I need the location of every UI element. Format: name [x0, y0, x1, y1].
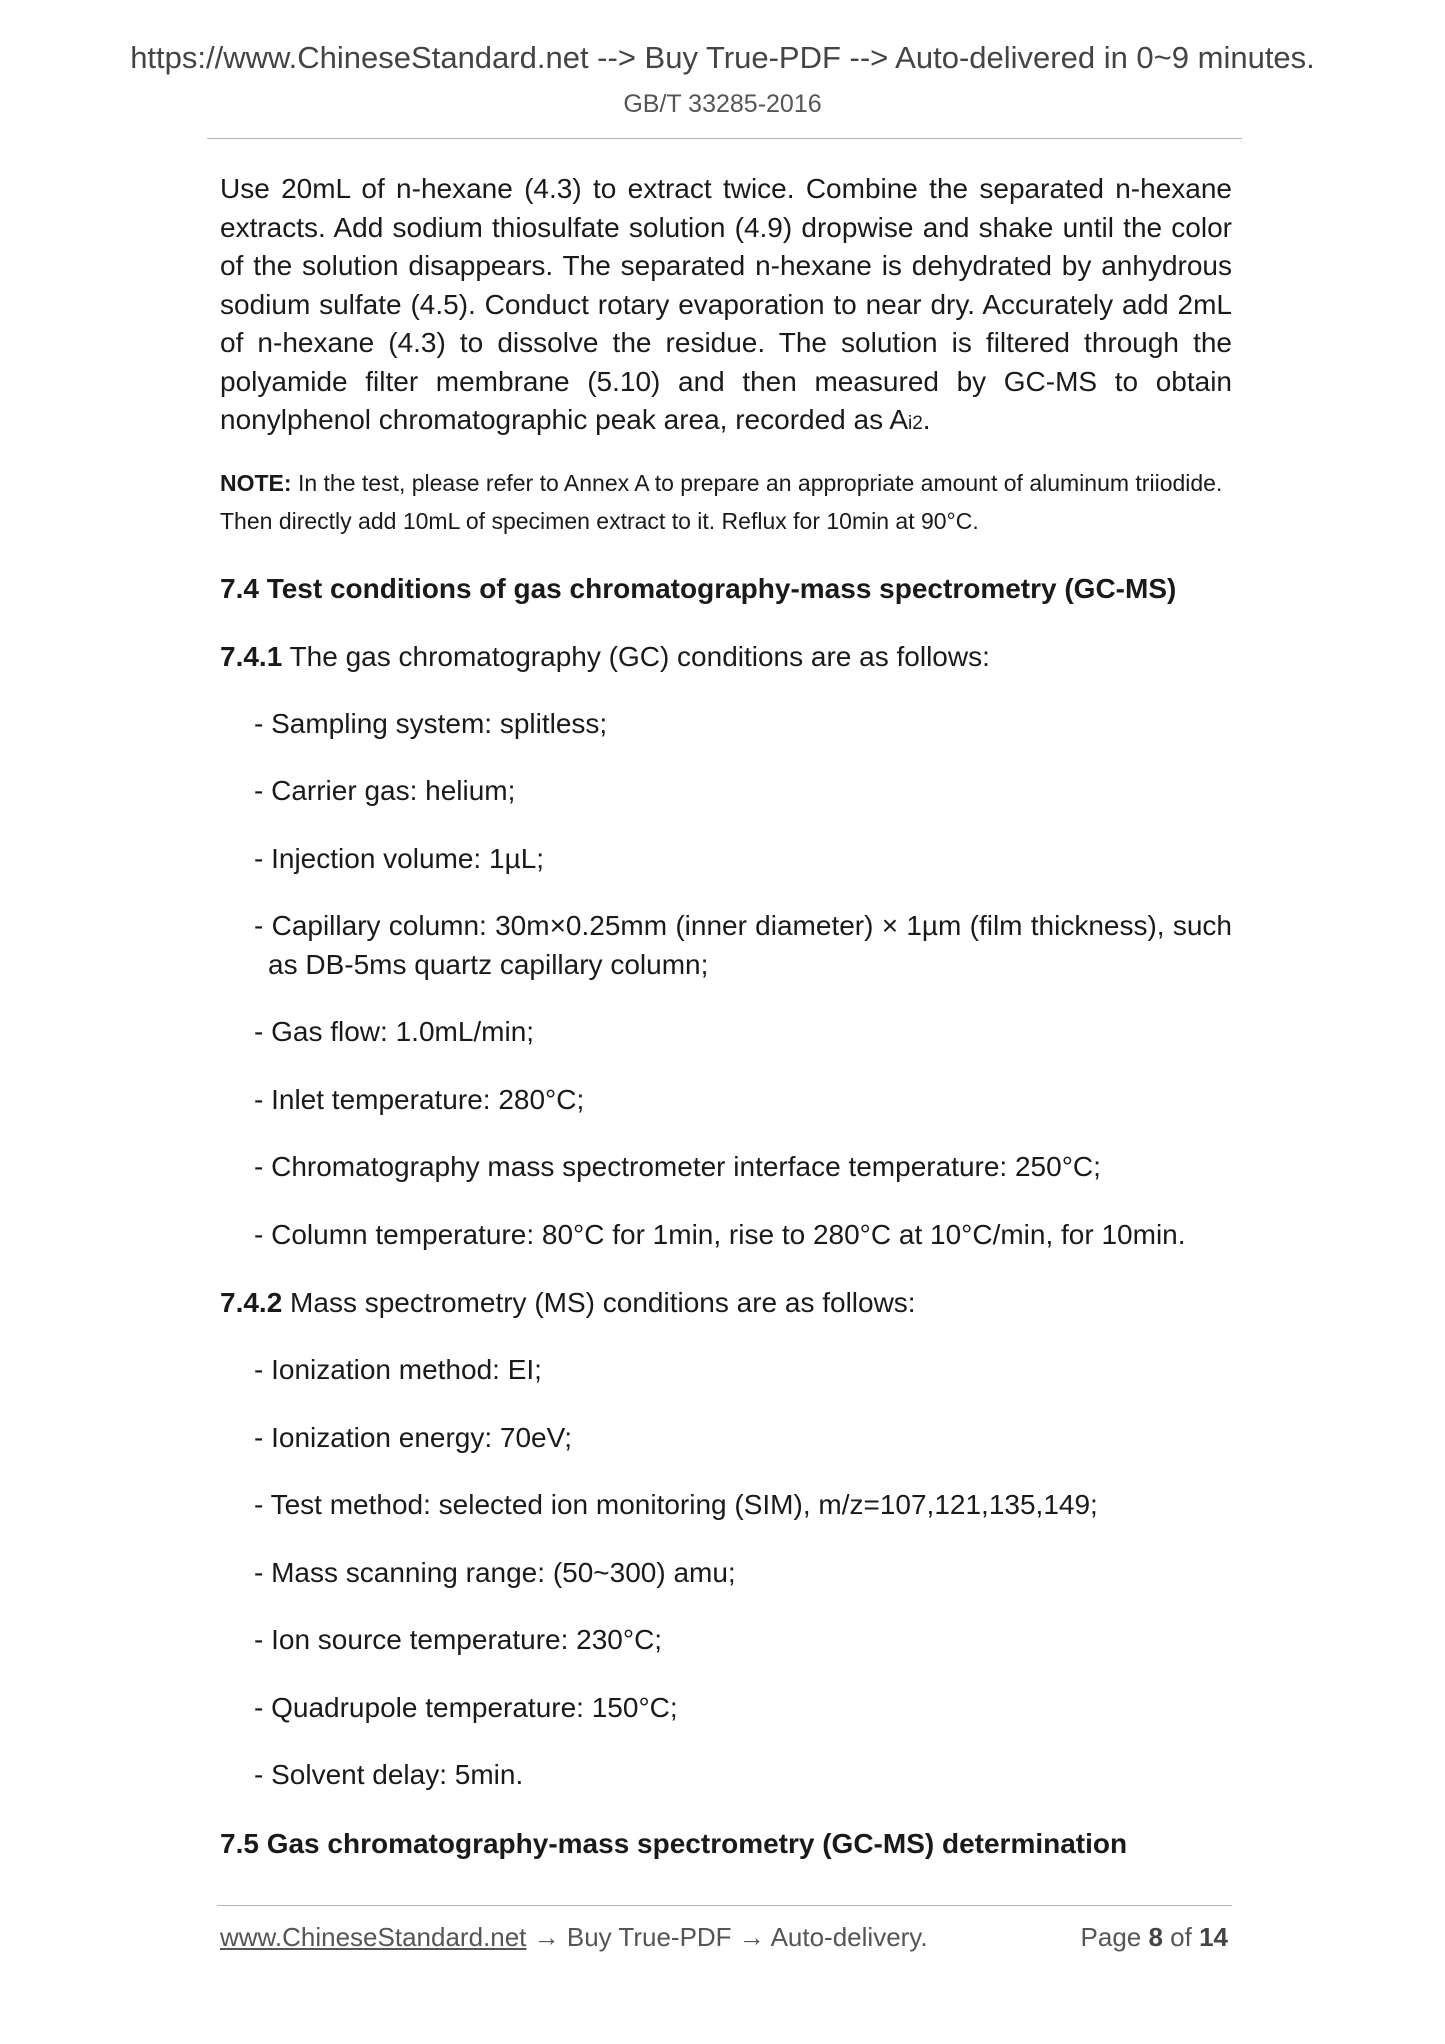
section-7-5-heading: 7.5 Gas chromatography-mass spectrometry (GC-MS) determination [220, 1827, 1128, 1859]
intro-period: . [922, 404, 931, 435]
page-footer [220, 1922, 1232, 1953]
list-item: - Injection volume: 1µL; [254, 842, 545, 874]
note-text: In the test, please refer to Annex A to prepare an appropriate amount of aluminum triiodide. Then directly add 10mL of specimen extract to it. Reflux for 10min at 90°C. [220, 469, 1223, 534]
footer-website-link[interactable]: www.ChineseStandard.net [220, 1922, 527, 1952]
intro-text: Use 20mL of n-hexane (4.3) to extract twice. Combine the separated n-hexane extracts. Add sodium thiosulfate solution (4.9) dropwise and shake until the color of the solution disappears. The separated n-hexane is dehydrated by anhydrous sodium sulfate (4.5). Conduct rotary evaporation to near dry. Accurately add 2mL of n-hexane (4.3) to dissolve the residue. The solution is filtered through the polyamide filter membrane (5.10) and then measured by GC-MS to obtain nonylphenol chromatographic peak area, recorded as A [220, 173, 1232, 435]
clause-7-4-1-number: 7.4.1 [220, 640, 283, 672]
list-item: - Quadrupole temperature: 150°C; [254, 1691, 678, 1723]
footer-tagline: → Buy True-PDF → Auto-delivery. [526, 1922, 928, 1952]
list-item: - Solvent delay: 5min. [254, 1759, 524, 1790]
note-paragraph [220, 464, 1232, 540]
clause-7-4-2 [220, 1284, 1232, 1322]
list-item: - Carrier gas: helium; [254, 775, 516, 806]
intro-paragraph [220, 170, 1232, 444]
list-item: - Mass scanning range: (50~300) amu; [254, 1556, 736, 1588]
header-banner: https://www.ChineseStandard.net --> Buy True-PDF --> Auto-delivered in 0~9 minutes. [130, 40, 1315, 75]
current-page-number: 8 [1148, 1922, 1163, 1952]
page-label: Page [1080, 1922, 1149, 1952]
clause-7-4-2-number: 7.4.2 [220, 1287, 283, 1318]
list-item: - Ionization energy: 70eV; [254, 1421, 573, 1453]
standard-number: GB/T 33285-2016 [623, 90, 822, 118]
list-item: - Ionization method: EI; [254, 1354, 542, 1385]
page-indicator [1081, 1922, 1228, 1953]
list-item: - Gas flow: 1.0mL/min; [254, 1016, 535, 1047]
list-item: - Chromatography mass spectrometer interface temperature: 250°C; [254, 1151, 1101, 1182]
ms-conditions-list [220, 1351, 1232, 1795]
clause-7-4-2-text: Mass spectrometry (MS) conditions are as follows: [282, 1287, 916, 1318]
total-pages-number: 14 [1199, 1922, 1228, 1952]
list-item: - Ion source temperature: 230°C; [254, 1624, 663, 1655]
page-of-label: of [1162, 1922, 1200, 1952]
list-item: - Inlet temperature: 280°C; [254, 1083, 585, 1115]
header-divider [207, 138, 1242, 139]
clause-7-4-1-text: The gas chromatography (GC) conditions are as follows: [282, 640, 990, 672]
list-item: - Sampling system: splitless; [254, 707, 608, 739]
gc-conditions-list [220, 705, 1232, 1255]
clause-7-4-1 [220, 638, 1232, 676]
list-item: - Test method: selected ion monitoring (SIM), m/z=107,121,135,149; [254, 1489, 1098, 1520]
intro-subscript: i2 [908, 413, 923, 434]
section-7-4-heading: 7.4 Test conditions of gas chromatography-mass spectrometry (GC-MS) [220, 572, 1177, 604]
footer-divider [217, 1905, 1232, 1906]
list-item: - Column temperature: 80°C for 1min, rise to 280°C at 10°C/min, for 10min. [254, 1218, 1186, 1250]
list-item: - Capillary column: 30m×0.25mm (inner diameter) × 1µm (film thickness), such as DB-5ms quartz capillary column; [254, 910, 1232, 980]
note-label: NOTE: [220, 469, 292, 496]
page-content [220, 170, 1232, 1863]
